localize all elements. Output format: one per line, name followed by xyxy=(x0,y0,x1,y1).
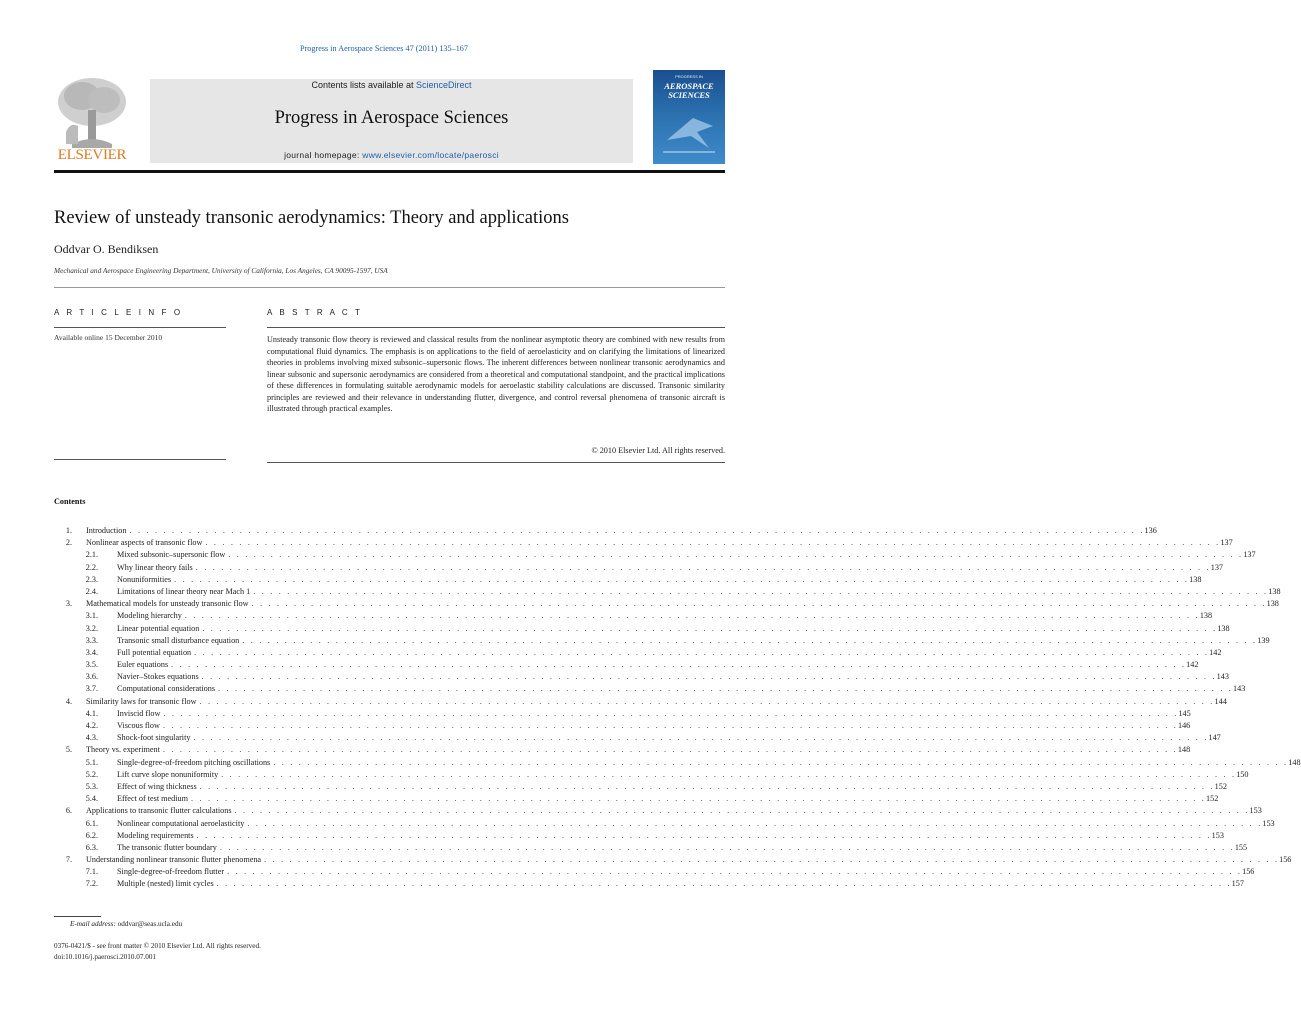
available-online-date: Available online 15 December 2010 xyxy=(54,333,163,342)
doi-link[interactable]: doi:10.1016/j.paerosci.2010.07.001 xyxy=(54,953,157,961)
toc-entry-page: 143 xyxy=(1233,684,1246,694)
toc-entry-page: 153 xyxy=(1262,818,1275,828)
toc-entry-number: 5.2. xyxy=(85,769,98,779)
toc-entry-page: 152 xyxy=(1206,794,1219,804)
toc-entry-title[interactable]: Understanding nonlinear transonic flutter phenomena xyxy=(86,855,262,865)
toc-leader-dots: . . . . . . . . . . . . . . . . . . . . . . . . . . . . . . . . . . . . . . . . . . . . . . . . . . . . . . . . . . . . . . . . . . . . . . . . . . . . . . . . . . . . . . . . . . . . . . . . . . . . . . . . . . . . . . . . . . . . . . . . xyxy=(253,586,1269,596)
toc-entry-title[interactable]: Transonic small disturbance equation xyxy=(117,635,240,645)
toc-entry-number: 3.3. xyxy=(85,635,98,645)
toc-entry[interactable] xyxy=(54,818,1275,830)
toc-leader-dots: . . . . . . . . . . . . . . . . . . . . . . . . . . . . . . . . . . . . . . . . . . . . . . . . . . . . . . . . . . . . . . . . . . . . . . . . . . . . . . . . . . . . . . . . . . . . . . . . . . . . . . . . . . . . . . . . . . . . . . . . xyxy=(162,721,1178,730)
toc-entry-page: 152 xyxy=(1214,781,1227,791)
toc-entry-number: 4. xyxy=(65,696,72,706)
toc-entry-page: 138 xyxy=(1217,623,1230,633)
email-link[interactable]: oddvar@seas.ucla.edu xyxy=(117,920,183,928)
toc-entry-page: 139 xyxy=(1257,635,1270,645)
toc-entry-number: 3. xyxy=(65,599,72,609)
journal-homepage-line xyxy=(150,150,633,160)
table-of-contents xyxy=(54,525,1301,891)
article-title: Review of unsteady transonic aerodynamics: Theory and applications xyxy=(54,208,569,228)
toc-entry-title[interactable]: Single-degree-of-freedom pitching oscillations xyxy=(117,757,271,767)
contents-availability-line xyxy=(150,80,633,90)
toc-entry-number: 2.4. xyxy=(85,586,98,596)
toc-entry-page: 156 xyxy=(1279,855,1292,865)
toc-entry[interactable] xyxy=(54,659,1199,671)
toc-entry[interactable] xyxy=(54,744,1191,756)
toc-entry[interactable] xyxy=(54,842,1248,854)
toc-entry-number: 6. xyxy=(65,806,72,816)
toc-leader-dots: . . . . . . . . . . . . . . . . . . . . . . . . . . . . . . . . . . . . . . . . . . . . . . . . . . . . . . . . . . . . . . . . . . . . . . . . . . . . . . . . . . . . . . . . . . . . . . . . . . . . . . . . . . . . . . . . . . . . . . . . xyxy=(201,672,1217,682)
toc-entry-number: 1. xyxy=(65,526,72,535)
toc-entry-number: 2.3. xyxy=(85,574,98,584)
toc-entry-number: 6.2. xyxy=(85,830,98,840)
toc-entry-number: 3.2. xyxy=(85,623,98,633)
toc-entry-page: 157 xyxy=(1231,879,1244,889)
toc-entry-title[interactable]: Similarity laws for transonic flow xyxy=(86,696,197,706)
toc-entry-number: 4.3. xyxy=(85,733,98,743)
toc-entry[interactable] xyxy=(54,854,1292,866)
toc-entry[interactable] xyxy=(54,769,1249,781)
toc-leader-dots: . . . . . . . . . . . . . . . . . . . . . . . . . . . . . . . . . . . . . . . . . . . . . . . . . . . . . . . . . . . . . . . . . . . . . . . . . . . . . . . . . . . . . . . . . . . . . . . . . . . . . . . . . . . . . . . . . . . . . . . . xyxy=(194,647,1210,657)
toc-entry-page: 138 xyxy=(1199,611,1213,621)
cover-aircraft-icon xyxy=(653,70,725,164)
toc-entry-page: 155 xyxy=(1234,842,1248,852)
toc-entry-number: 5.3. xyxy=(85,781,98,791)
toc-leader-dots: . . . . . . . . . . . . . . . . . . . . . . . . . . . . . . . . . . . . . . . . . . . . . . . . . . . . . . . . . . . . . . . . . . . . . . . . . . . . . . . . . . . . . . . . . . . . . . . . . . . . . . . . . . . . . . . . . . . . . . . . xyxy=(264,855,1280,865)
toc-leader-dots: . . . . . . . . . . . . . . . . . . . . . . . . . . . . . . . . . . . . . . . . . . . . . . . . . . . . . . . . . . . . . . . . . . . . . . . . . . . . . . . . . . . . . . . . . . . . . . . . . . . . . . . . . . . . . . . . . . . . . . . . xyxy=(205,538,1221,548)
toc-entry-title[interactable]: Viscous flow xyxy=(117,721,160,730)
toc-leader-dots: . . . . . . . . . . . . . . . . . . . . . . . . . . . . . . . . . . . . . . . . . . . . . . . . . . . . . . . . . . . . . . . . . . . . . . . . . . . . . . . . . . . . . . . . . . . . . . . . . . . . . . . . . . . . . . . . . . . . . . . . xyxy=(129,526,1145,535)
toc-entry-page: 156 xyxy=(1242,867,1255,877)
toc-entry[interactable] xyxy=(54,696,1227,708)
toc-entry[interactable] xyxy=(54,574,1202,586)
toc-entry-number: 4.2. xyxy=(85,721,98,730)
toc-entry-title[interactable]: The transonic flutter boundary xyxy=(117,842,217,852)
toc-leader-dots: . . . . . . . . . . . . . . . . . . . . . . . . . . . . . . . . . . . . . . . . . . . . . . . . . . . . . . . . . . . . . . . . . . . . . . . . . . . . . . . . . . . . . . . . . . . . . . . . . . . . . . . . . . . . . . . . . . . . . . . . xyxy=(171,660,1187,670)
toc-entry-number: 3.7. xyxy=(85,684,98,694)
front-matter-notice: 0376-0421/$ - see front matter © 2010 Elsevier Ltd. All rights reserved. xyxy=(54,942,261,950)
toc-entry-page: 144 xyxy=(1214,696,1227,706)
toc-entry-title[interactable]: Nonlinear computational aeroelasticity xyxy=(117,818,245,828)
article-info-heading: A R T I C L E I N F O xyxy=(54,308,183,317)
toc-entry-title[interactable]: Theory vs. experiment xyxy=(86,745,160,755)
toc-leader-dots: . . . . . . . . . . . . . . . . . . . . . . . . . . . . . . . . . . . . . . . . . . . . . . . . . . . . . . . . . . . . . . . . . . . . . . . . . . . . . . . . . . . . . . . . . . . . . . . . . . . . . . . . . . . . . . . . . . . . . . . . xyxy=(218,684,1234,694)
homepage-prefix: journal homepage: xyxy=(284,150,363,160)
toc-leader-dots: . . . . . . . . . . . . . . . . . . . . . . . . . . . . . . . . . . . . . . . . . . . . . . . . . . . . . . . . . . . . . . . . . . . . . . . . . . . . . . . . . . . . . . . . . . . . . . . . . . . . . . . . . . . . . . . . . . . . . . . . xyxy=(227,867,1243,877)
toc-entry-page: 138 xyxy=(1266,599,1279,609)
toc-entry-title[interactable]: Introduction xyxy=(86,526,127,535)
footnote-email xyxy=(70,920,182,928)
toc-entry-page: 142 xyxy=(1209,647,1222,657)
toc-leader-dots: . . . . . . . . . . . . . . . . . . . . . . . . . . . . . . . . . . . . . . . . . . . . . . . . . . . . . . . . . . . . . . . . . . . . . . . . . . . . . . . . . . . . . . . . . . . . . . . . . . . . . . . . . . . . . . . . . . . . . . . . xyxy=(195,562,1211,572)
toc-entry[interactable] xyxy=(54,830,1224,842)
toc-entry[interactable] xyxy=(54,805,1262,817)
journal-homepage-link[interactable]: www.elsevier.com/locate/paerosci xyxy=(362,150,499,160)
toc-leader-dots: . . . . . . . . . . . . . . . . . . . . . . . . . . . . . . . . . . . . . . . . . . . . . . . . . . . . . . . . . . . . . . . . . . . . . . . . . . . . . . . . . . . . . . . . . . . . . . . . . . . . . . . . . . . . . . . . . . . . . . . . xyxy=(216,879,1232,889)
toc-entry[interactable] xyxy=(54,683,1246,695)
journal-cover-image[interactable] xyxy=(653,70,725,164)
header-divider xyxy=(54,170,725,173)
journal-title: Progress in Aerospace Sciences xyxy=(274,108,509,128)
toc-entry-number: 4.1. xyxy=(85,708,98,718)
toc-entry-number: 7.2. xyxy=(85,879,98,889)
toc-entry[interactable] xyxy=(54,781,1227,793)
toc-entry-title[interactable]: Single-degree-of-freedom flutter xyxy=(117,867,225,877)
footnote-divider xyxy=(54,916,101,917)
toc-entry-number: 5.4. xyxy=(85,794,98,804)
toc-entry[interactable] xyxy=(54,647,1222,659)
contents-heading: Contents xyxy=(54,497,86,506)
toc-entry[interactable] xyxy=(54,598,1279,610)
toc-entry-number: 6.3. xyxy=(85,842,98,852)
article-info-bottom-divider xyxy=(54,459,226,460)
toc-entry-title[interactable]: Linear potential equation xyxy=(117,623,200,633)
toc-entry[interactable] xyxy=(54,525,1157,537)
toc-entry-number: 5. xyxy=(65,745,72,755)
toc-leader-dots: . . . . . . . . . . . . . . . . . . . . . . . . . . . . . . . . . . . . . . . . . . . . . . . . . . . . . . . . . . . . . . . . . . . . . . . . . . . . . . . . . . . . . . . . . . . . . . . . . . . . . . . . . . . . . . . . . . . . . . . . xyxy=(234,806,1250,816)
toc-leader-dots: . . . . . . . . . . . . . . . . . . . . . . . . . . . . . . . . . . . . . . . . . . . . . . . . . . . . . . . . . . . . . . . . . . . . . . . . . . . . . . . . . . . . . . . . . . . . . . . . . . . . . . . . . . . . . . . . . . . . . . . . xyxy=(193,733,1209,743)
toc-entry[interactable] xyxy=(54,708,1191,720)
toc-entry[interactable] xyxy=(54,635,1270,647)
abstract-text: Unsteady transonic flow theory is reviewed and classical results from the nonlinear asymptotic theory are combined with new results from computational fluid dynamics. The emphasis is on applications to the field of aeroelasticity and on clarifying the limitations of linearized theories in problems involving mixed subsonic–supersonic flows. The inherent differences between nonlinear transonic aerodynamics and linear subsonic and supersonic aerodynamics are considered from a theoretical and computational standpoint, and the practical implications of these differences in formulating suitable aerodynamic models for aeroelastic stability calculations are discussed. Transonic similarity principles are reviewed and their relevance in understanding flutter, divergence, and control reversal phenomena of transonic aircraft is illustrated through practical examples. xyxy=(267,335,725,413)
toc-leader-dots: . . . . . . . . . . . . . . . . . . . . . . . . . . . . . . . . . . . . . . . . . . . . . . . . . . . . . . . . . . . . . . . . . . . . . . . . . . . . . . . . . . . . . . . . . . . . . . . . . . . . . . . . . . . . . . . . . . . . . . . . xyxy=(199,781,1215,791)
abstract-heading: A B S T R A C T xyxy=(267,308,363,317)
toc-leader-dots: . . . . . . . . . . . . . . . . . . . . . . . . . . . . . . . . . . . . . . . . . . . . . . . . . . . . . . . . . . . . . . . . . . . . . . . . . . . . . . . . . . . . . . . . . . . . . . . . . . . . . . . . . . . . . . . . . . . . . . . . xyxy=(191,794,1207,804)
toc-leader-dots: . . . . . . . . . . . . . . . . . . . . . . . . . . . . . . . . . . . . . . . . . . . . . . . . . . . . . . . . . . . . . . . . . . . . . . . . . . . . . . . . . . . . . . . . . . . . . . . . . . . . . . . . . . . . . . . . . . . . . . . . xyxy=(196,830,1212,840)
toc-entry[interactable] xyxy=(54,549,1256,561)
toc-leader-dots: . . . . . . . . . . . . . . . . . . . . . . . . . . . . . . . . . . . . . . . . . . . . . . . . . . . . . . . . . . . . . . . . . . . . . . . . . . . . . . . . . . . . . . . . . . . . . . . . . . . . . . . . . . . . . . . . . . . . . . . . xyxy=(273,757,1289,767)
toc-entry-page: 147 xyxy=(1208,733,1221,743)
toc-entry-title[interactable]: Modeling hierarchy xyxy=(117,611,182,621)
toc-entry[interactable] xyxy=(54,562,1224,574)
toc-entry[interactable] xyxy=(54,537,1233,549)
elsevier-wordmark: ELSEVIER xyxy=(57,147,127,163)
toc-entry-page: 153 xyxy=(1249,806,1262,816)
toc-entry-title[interactable]: Applications to transonic flutter calculations xyxy=(86,806,232,816)
contents-prefix: Contents lists available at xyxy=(311,80,417,90)
toc-entry-number: 3.4. xyxy=(85,647,98,657)
toc-leader-dots: . . . . . . . . . . . . . . . . . . . . . . . . . . . . . . . . . . . . . . . . . . . . . . . . . . . . . . . . . . . . . . . . . . . . . . . . . . . . . . . . . . . . . . . . . . . . . . . . . . . . . . . . . . . . . . . . . . . . . . . . xyxy=(162,745,1178,755)
toc-leader-dots: . . . . . . . . . . . . . . . . . . . . . . . . . . . . . . . . . . . . . . . . . . . . . . . . . . . . . . . . . . . . . . . . . . . . . . . . . . . . . . . . . . . . . . . . . . . . . . . . . . . . . . . . . . . . . . . . . . . . . . . . xyxy=(251,599,1267,609)
toc-entry-title[interactable]: Effect of test medium xyxy=(117,794,189,804)
toc-entry-number: 7. xyxy=(65,855,72,865)
sciencedirect-link[interactable]: ScienceDirect xyxy=(416,80,472,90)
toc-entry-title[interactable]: Shock-foot singularity xyxy=(117,733,191,743)
toc-entry-page: 142 xyxy=(1186,660,1199,670)
email-label: E-mail address: xyxy=(70,920,116,928)
toc-entry[interactable] xyxy=(54,586,1281,598)
toc-entry-page: 136 xyxy=(1144,526,1157,535)
toc-entry-page: 153 xyxy=(1211,830,1224,840)
journal-reference-link[interactable]: Progress in Aerospace Sciences 47 (2011) 135–167 xyxy=(300,44,468,53)
toc-entry-title[interactable]: Modeling requirements xyxy=(117,830,194,840)
toc-entry-number: 3.5. xyxy=(85,660,98,670)
toc-entry[interactable] xyxy=(54,878,1244,890)
toc-entry-page: 148 xyxy=(1177,745,1191,755)
abstract-bottom-divider xyxy=(267,462,725,463)
toc-leader-dots: . . . . . . . . . . . . . . . . . . . . . . . . . . . . . . . . . . . . . . . . . . . . . . . . . . . . . . . . . . . . . . . . . . . . . . . . . . . . . . . . . . . . . . . . . . . . . . . . . . . . . . . . . . . . . . . . . . . . . . . . xyxy=(247,818,1263,828)
toc-leader-dots: . . . . . . . . . . . . . . . . . . . . . . . . . . . . . . . . . . . . . . . . . . . . . . . . . . . . . . . . . . . . . . . . . . . . . . . . . . . . . . . . . . . . . . . . . . . . . . . . . . . . . . . . . . . . . . . . . . . . . . . . xyxy=(163,708,1179,718)
toc-entry[interactable] xyxy=(54,866,1255,878)
toc-entry-page: 137 xyxy=(1243,550,1256,560)
toc-entry[interactable] xyxy=(54,720,1191,732)
toc-leader-dots: . . . . . . . . . . . . . . . . . . . . . . . . . . . . . . . . . . . . . . . . . . . . . . . . . . . . . . . . . . . . . . . . . . . . . . . . . . . . . . . . . . . . . . . . . . . . . . . . . . . . . . . . . . . . . . . . . . . . . . . . xyxy=(228,550,1244,560)
toc-entry-page: 145 xyxy=(1178,708,1191,718)
toc-leader-dots: . . . . . . . . . . . . . . . . . . . . . . . . . . . . . . . . . . . . . . . . . . . . . . . . . . . . . . . . . . . . . . . . . . . . . . . . . . . . . . . . . . . . . . . . . . . . . . . . . . . . . . . . . . . . . . . . . . . . . . . . xyxy=(174,574,1190,584)
toc-entry-page: 148 xyxy=(1288,757,1301,767)
toc-entry-title[interactable]: Multiple (nested) limit cycles xyxy=(117,879,214,889)
toc-entry[interactable] xyxy=(54,610,1213,622)
toc-entry[interactable] xyxy=(54,623,1230,635)
article-info-divider xyxy=(54,327,226,328)
toc-entry-title[interactable]: Full potential equation xyxy=(117,647,192,657)
toc-leader-dots: . . . . . . . . . . . . . . . . . . . . . . . . . . . . . . . . . . . . . . . . . . . . . . . . . . . . . . . . . . . . . . . . . . . . . . . . . . . . . . . . . . . . . . . . . . . . . . . . . . . . . . . . . . . . . . . . . . . . . . . . xyxy=(221,769,1237,779)
toc-entry[interactable] xyxy=(54,757,1301,769)
toc-entry-number: 2. xyxy=(65,538,72,548)
toc-entry-number: 3.6. xyxy=(85,672,98,682)
toc-entry-page: 146 xyxy=(1177,721,1191,730)
abstract-divider xyxy=(267,327,725,328)
toc-entry-title[interactable]: Lift curve slope nonuniformity xyxy=(117,769,219,779)
toc-entry-title[interactable]: Inviscid flow xyxy=(117,708,161,718)
cover-series-label: PROGRESS IN xyxy=(675,74,703,79)
toc-entry-page: 138 xyxy=(1268,586,1281,596)
toc-entry-number: 5.1. xyxy=(85,757,98,767)
toc-entry-page: 143 xyxy=(1216,672,1229,682)
toc-entry-number: 2.2. xyxy=(85,562,98,572)
toc-entry[interactable] xyxy=(54,793,1219,805)
toc-entry-title[interactable]: Limitations of linear theory near Mach 1 xyxy=(117,586,251,596)
toc-entry-page: 150 xyxy=(1236,769,1249,779)
toc-leader-dots: . . . . . . . . . . . . . . . . . . . . . . . . . . . . . . . . . . . . . . . . . . . . . . . . . . . . . . . . . . . . . . . . . . . . . . . . . . . . . . . . . . . . . . . . . . . . . . . . . . . . . . . . . . . . . . . . . . . . . . . . xyxy=(199,696,1215,706)
author-affiliation: Mechanical and Aerospace Engineering Department, University of California, Los Angeles, CA 90095-1597, USA xyxy=(54,266,388,275)
toc-entry-title[interactable]: Computational considerations xyxy=(117,684,216,694)
toc-entry-number: 3.1. xyxy=(85,611,98,621)
toc-entry-number: 2.1. xyxy=(85,550,98,560)
toc-entry-title[interactable]: Why linear theory fails xyxy=(117,562,193,572)
author-name: Oddvar O. Bendiksen xyxy=(54,242,159,256)
cover-title: AEROSPACE SCIENCES xyxy=(664,81,714,100)
toc-leader-dots: . . . . . . . . . . . . . . . . . . . . . . . . . . . . . . . . . . . . . . . . . . . . . . . . . . . . . . . . . . . . . . . . . . . . . . . . . . . . . . . . . . . . . . . . . . . . . . . . . . . . . . . . . . . . . . . . . . . . . . . . xyxy=(219,842,1235,852)
toc-entry-page: 137 xyxy=(1220,538,1233,548)
toc-entry-title[interactable]: Mixed subsonic–supersonic flow xyxy=(117,550,226,560)
toc-entry-title[interactable]: Euler equations xyxy=(117,660,169,670)
copyright-notice: © 2010 Elsevier Ltd. All rights reserved. xyxy=(591,446,725,455)
toc-entry-title[interactable]: Mathematical models for unsteady transonic flow xyxy=(86,599,249,609)
toc-entry-title[interactable]: Effect of wing thickness xyxy=(117,781,197,791)
toc-entry-number: 6.1. xyxy=(85,818,98,828)
affiliation-divider xyxy=(54,287,725,288)
toc-entry-title[interactable]: Nonuniformities xyxy=(117,574,172,584)
toc-entry[interactable] xyxy=(54,671,1229,683)
toc-entry-number: 7.1. xyxy=(85,867,98,877)
toc-entry-title[interactable]: Nonlinear aspects of transonic flow xyxy=(86,538,203,548)
toc-leader-dots: . . . . . . . . . . . . . . . . . . . . . . . . . . . . . . . . . . . . . . . . . . . . . . . . . . . . . . . . . . . . . . . . . . . . . . . . . . . . . . . . . . . . . . . . . . . . . . . . . . . . . . . . . . . . . . . . . . . . . . . . xyxy=(184,611,1200,621)
toc-entry-page: 138 xyxy=(1189,574,1202,584)
toc-leader-dots: . . . . . . . . . . . . . . . . . . . . . . . . . . . . . . . . . . . . . . . . . . . . . . . . . . . . . . . . . . . . . . . . . . . . . . . . . . . . . . . . . . . . . . . . . . . . . . . . . . . . . . . . . . . . . . . . . . . . . . . . xyxy=(202,623,1218,633)
toc-leader-dots: . . . . . . . . . . . . . . . . . . . . . . . . . . . . . . . . . . . . . . . . . . . . . . . . . . . . . . . . . . . . . . . . . . . . . . . . . . . . . . . . . . . . . . . . . . . . . . . . . . . . . . . . . . . . . . . . . . . . . . . . xyxy=(242,635,1258,645)
toc-entry-page: 137 xyxy=(1210,562,1224,572)
toc-entry-title[interactable]: Navier–Stokes equations xyxy=(117,672,199,682)
toc-entry[interactable] xyxy=(54,732,1221,744)
